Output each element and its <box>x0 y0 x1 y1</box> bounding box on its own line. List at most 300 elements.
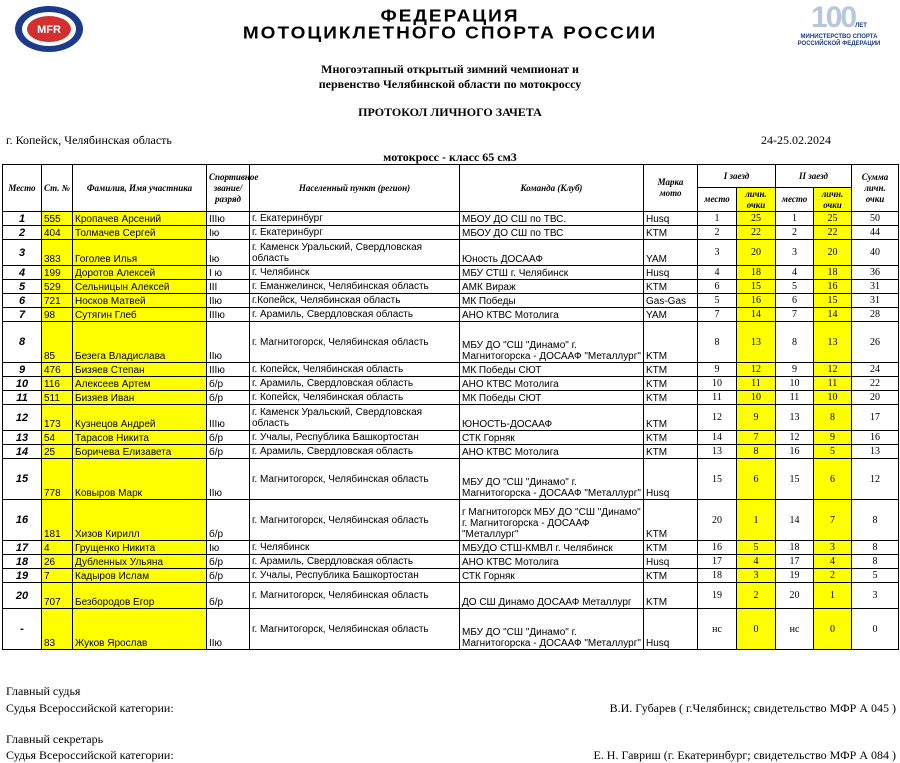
cell-no: 116 <box>42 377 73 391</box>
cell-p1: 11 <box>698 391 737 405</box>
cell-p1: 15 <box>698 459 737 500</box>
cell-p1: 10 <box>698 377 737 391</box>
cell-sum: 31 <box>852 280 899 294</box>
cell-place: 9 <box>3 363 42 377</box>
cell-s2: 7 <box>814 500 852 541</box>
col-team: Команда (Клуб) <box>460 165 644 212</box>
cell-s2: 14 <box>814 308 852 322</box>
cell-p2: 13 <box>776 405 814 431</box>
cell-sum: 3 <box>852 583 899 609</box>
cell-rank: б/р <box>207 569 250 583</box>
cell-sum: 8 <box>852 541 899 555</box>
cell-city: г. Копейск, Челябинская область <box>250 363 460 377</box>
cell-p2: 2 <box>776 226 814 240</box>
cell-team: АНО КТВС Мотолига <box>460 377 644 391</box>
cell-sum: 22 <box>852 377 899 391</box>
cell-place: 19 <box>3 569 42 583</box>
cell-name: Кузнецов Андрей <box>73 405 207 431</box>
cell-moto: KTM <box>644 405 698 431</box>
cell-city: г. Каменск Уральский, Свердловская область <box>250 405 460 431</box>
table-row <box>3 280 899 294</box>
cell-s1: 7 <box>737 431 776 445</box>
cell-moto: KTM <box>644 431 698 445</box>
cell-sum: 16 <box>852 431 899 445</box>
cell-s1: 4 <box>737 555 776 569</box>
cell-p2: 15 <box>776 459 814 500</box>
cell-team: ЮНОСТЬ-ДОСААФ <box>460 405 644 431</box>
cell-moto: Husq <box>644 555 698 569</box>
cell-place: 16 <box>3 500 42 541</box>
cell-p2: 7 <box>776 308 814 322</box>
cell-p2: 14 <box>776 500 814 541</box>
cell-moto: YAM <box>644 308 698 322</box>
class-title: мотокросс - класс 65 см3 <box>383 150 517 164</box>
cell-team: МБУ ДО "СШ "Динамо" г. Магнитогорска - ДОСААФ "Металлург" <box>460 459 644 500</box>
cell-p1: 17 <box>698 555 737 569</box>
col-place: Место <box>3 165 42 212</box>
cell-s1: 1 <box>737 500 776 541</box>
cell-moto: Husq <box>644 609 698 650</box>
cell-s1: 18 <box>737 266 776 280</box>
cell-moto: KTM <box>644 322 698 363</box>
cell-moto: KTM <box>644 500 698 541</box>
cell-sum: 44 <box>852 226 899 240</box>
cell-sum: 8 <box>852 555 899 569</box>
table-row <box>3 583 899 609</box>
cell-sum: 50 <box>852 212 899 226</box>
cell-name: Безега Владислава <box>73 322 207 363</box>
cell-no: 98 <box>42 308 73 322</box>
cell-no: 383 <box>42 240 73 266</box>
cell-name: Сутягин Глеб <box>73 308 207 322</box>
cell-s1: 8 <box>737 445 776 459</box>
table-row <box>3 500 899 541</box>
cell-rank: б/р <box>207 431 250 445</box>
cell-no: 4 <box>42 541 73 555</box>
cell-name: Кропачев Арсений <box>73 212 207 226</box>
cell-name: Алексеев Артем <box>73 377 207 391</box>
cell-sum: 12 <box>852 459 899 500</box>
cell-city: г. Екатеринбург <box>250 226 460 240</box>
cell-moto: Husq <box>644 459 698 500</box>
federation-subtitle: МОТОЦИКЛЕТНОГО СПОРТА РОССИИ <box>242 24 658 43</box>
cell-s1: 15 <box>737 280 776 294</box>
cell-place: 14 <box>3 445 42 459</box>
cell-name: Тарасов Никита <box>73 431 207 445</box>
cell-s2: 6 <box>814 459 852 500</box>
cell-no: 707 <box>42 583 73 609</box>
cell-p1: 9 <box>698 363 737 377</box>
cell-s2: 18 <box>814 266 852 280</box>
cell-p2: 10 <box>776 377 814 391</box>
cell-p2: 1 <box>776 212 814 226</box>
cell-p1: 8 <box>698 322 737 363</box>
cell-place: 7 <box>3 308 42 322</box>
table-row <box>3 555 899 569</box>
cell-city: г. Магнитогорск, Челябинская область <box>250 609 460 650</box>
cell-city: г. Арамиль, Свердловская область <box>250 445 460 459</box>
col-race2-points: личн. очки <box>814 188 852 212</box>
cell-name: Сельницын Алексей <box>73 280 207 294</box>
svg-text:MFR: MFR <box>37 24 61 36</box>
cell-p1: 7 <box>698 308 737 322</box>
cell-no: 555 <box>42 212 73 226</box>
cell-name: Носков Матвей <box>73 294 207 308</box>
cell-p2: 18 <box>776 541 814 555</box>
table-row <box>3 569 899 583</box>
table-row <box>3 609 899 650</box>
cell-p2: 9 <box>776 363 814 377</box>
cell-p1: 5 <box>698 294 737 308</box>
table-row <box>3 226 899 240</box>
cell-name: Бизяев Иван <box>73 391 207 405</box>
cell-p1: 14 <box>698 431 737 445</box>
table-row <box>3 405 899 431</box>
cell-rank: IIю <box>207 609 250 650</box>
cell-name: Хизов Кирилл <box>73 500 207 541</box>
cell-s2: 20 <box>814 240 852 266</box>
cell-s1: 2 <box>737 583 776 609</box>
cell-s2: 1 <box>814 583 852 609</box>
cell-s2: 11 <box>814 377 852 391</box>
cell-moto: KTM <box>644 226 698 240</box>
cell-team: МБОУ ДО СШ по ТВС <box>460 226 644 240</box>
cell-team: г Магнитогорск МБУ ДО "СШ "Динамо" г. Магнитогорска - ДОСААФ "Металлург" <box>460 500 644 541</box>
cell-city: г. Учалы, Республика Башкортостан <box>250 569 460 583</box>
cell-p1: 18 <box>698 569 737 583</box>
cell-no: 721 <box>42 294 73 308</box>
cell-rank: Iю <box>207 240 250 266</box>
cell-s2: 5 <box>814 445 852 459</box>
cell-moto: KTM <box>644 377 698 391</box>
cell-p1: 2 <box>698 226 737 240</box>
cell-rank: IIю <box>207 294 250 308</box>
cell-city: г. Арамиль, Свердловская область <box>250 377 460 391</box>
cell-rank: б/р <box>207 583 250 609</box>
cell-sum: 17 <box>852 405 899 431</box>
cell-name: Бизяев Степан <box>73 363 207 377</box>
event-date: 24-25.02.2024 <box>761 133 831 147</box>
cell-no: 83 <box>42 609 73 650</box>
cell-name: Безбородов Егор <box>73 583 207 609</box>
cell-name: Доротов Алексей <box>73 266 207 280</box>
cell-city: г. Копейск, Челябинская область <box>250 391 460 405</box>
cell-place: 15 <box>3 459 42 500</box>
cell-rank: IIю <box>207 322 250 363</box>
cell-rank: б/р <box>207 391 250 405</box>
cell-team: АНО КТВС Мотолига <box>460 308 644 322</box>
cell-s1: 11 <box>737 377 776 391</box>
col-name: Фамилия, Имя участника <box>73 165 207 212</box>
table-row <box>3 266 899 280</box>
table-row <box>3 431 899 445</box>
cell-p1: 19 <box>698 583 737 609</box>
cell-s2: 12 <box>814 363 852 377</box>
table-row <box>3 212 899 226</box>
cell-team: СТК Горняк <box>460 431 644 445</box>
cell-no: 778 <box>42 459 73 500</box>
event-location: г. Копейск, Челябинская область <box>6 133 172 147</box>
cell-team: АНО КТВС Мотолига <box>460 555 644 569</box>
cell-place: 18 <box>3 555 42 569</box>
federation-title: ФЕДЕРАЦИЯ <box>380 7 520 26</box>
cell-rank: IIIю <box>207 363 250 377</box>
cell-name: Боричева Елизавета <box>73 445 207 459</box>
cell-name: Гоголев Илья <box>73 240 207 266</box>
judge-title: Главный судья <box>6 684 81 698</box>
cell-no: 404 <box>42 226 73 240</box>
secretary-title: Главный секретарь <box>6 732 104 746</box>
table-row <box>3 363 899 377</box>
col-start-no: Ст. № <box>42 165 73 212</box>
ministry-logo: 100ЛЕТ МИНИСТЕРСТВО СПОРТА РОССИЙСКОЙ ФЕДЕРАЦИИ <box>797 1 881 47</box>
table-row <box>3 308 899 322</box>
cell-place: 5 <box>3 280 42 294</box>
cell-place: 1 <box>3 212 42 226</box>
cell-p1: 6 <box>698 280 737 294</box>
cell-place: 8 <box>3 322 42 363</box>
cell-sum: 5 <box>852 569 899 583</box>
cell-s2: 3 <box>814 541 852 555</box>
cell-p2: 4 <box>776 266 814 280</box>
table-row <box>3 377 899 391</box>
cell-s1: 10 <box>737 391 776 405</box>
cell-team: ДО СШ Динамо ДОСААФ Металлург <box>460 583 644 609</box>
cell-rank: б/р <box>207 377 250 391</box>
cell-place: - <box>3 609 42 650</box>
table-row <box>3 391 899 405</box>
cell-team: МБУДО СТШ-КМВЛ г. Челябинск <box>460 541 644 555</box>
cell-no: 25 <box>42 445 73 459</box>
cell-sum: 28 <box>852 308 899 322</box>
cell-s1: 25 <box>737 212 776 226</box>
cell-name: Грущенко Никита <box>73 541 207 555</box>
table-row <box>3 240 899 266</box>
cell-city: г. Екатеринбург <box>250 212 460 226</box>
cell-name: Кадыров Ислам <box>73 569 207 583</box>
cell-s2: 16 <box>814 280 852 294</box>
cell-name: Толмачев Сергей <box>73 226 207 240</box>
cell-city: г. Магнитогорск, Челябинская область <box>250 583 460 609</box>
cell-p1: 12 <box>698 405 737 431</box>
cell-team: МБУ СТШ г. Челябинск <box>460 266 644 280</box>
cell-rank: IIIю <box>207 212 250 226</box>
cell-place: 2 <box>3 226 42 240</box>
cell-place: 6 <box>3 294 42 308</box>
cell-s1: 22 <box>737 226 776 240</box>
cell-s2: 10 <box>814 391 852 405</box>
cell-rank: IIIю <box>207 308 250 322</box>
cell-moto: Gas-Gas <box>644 294 698 308</box>
cell-name: Жуков Ярослав <box>73 609 207 650</box>
cell-s2: 8 <box>814 405 852 431</box>
col-rank: Спортивное звание/разряд <box>207 165 250 212</box>
cell-team: МБУ ДО "СШ "Динамо" г. Магнитогорска - ДОСААФ "Металлург" <box>460 609 644 650</box>
cell-team: АМК Вираж <box>460 280 644 294</box>
col-race1-points: личн. очки <box>737 188 776 212</box>
cell-moto: KTM <box>644 445 698 459</box>
cell-p2: 5 <box>776 280 814 294</box>
cell-name: Дубленных Ульяна <box>73 555 207 569</box>
cell-city: г. Арамиль, Свердловская область <box>250 555 460 569</box>
cell-place: 4 <box>3 266 42 280</box>
cell-moto: Husq <box>644 266 698 280</box>
cell-no: 199 <box>42 266 73 280</box>
protocol-title: ПРОТОКОЛ ЛИЧНОГО ЗАЧЕТА <box>358 105 542 119</box>
cell-team: Юность ДОСААФ <box>460 240 644 266</box>
cell-p2: 20 <box>776 583 814 609</box>
table-row <box>3 459 899 500</box>
cell-team: МБОУ ДО СШ по ТВС. <box>460 212 644 226</box>
cell-moto: KTM <box>644 363 698 377</box>
cell-moto: KTM <box>644 280 698 294</box>
cell-moto: KTM <box>644 541 698 555</box>
cell-p1: 20 <box>698 500 737 541</box>
championship-line2: первенство Челябинской области по мотокроссу <box>318 77 582 91</box>
cell-p2: нс <box>776 609 814 650</box>
cell-rank: б/р <box>207 555 250 569</box>
cell-p1: 16 <box>698 541 737 555</box>
cell-s2: 9 <box>814 431 852 445</box>
secretary-name: Е. Н. Гавриш (г. Екатеринбург; свидетельство МФР А 084 ) <box>593 748 896 762</box>
cell-place: 20 <box>3 583 42 609</box>
cell-moto: YAM <box>644 240 698 266</box>
col-race2-place: место <box>776 188 814 212</box>
cell-s2: 13 <box>814 322 852 363</box>
cell-sum: 24 <box>852 363 899 377</box>
table-row <box>3 322 899 363</box>
cell-s1: 9 <box>737 405 776 431</box>
cell-team: МК Победы СЮТ <box>460 391 644 405</box>
table-row <box>3 294 899 308</box>
cell-moto: KTM <box>644 583 698 609</box>
cell-p1: нс <box>698 609 737 650</box>
cell-rank: б/р <box>207 445 250 459</box>
cell-no: 7 <box>42 569 73 583</box>
cell-s1: 5 <box>737 541 776 555</box>
cell-no: 181 <box>42 500 73 541</box>
cell-p2: 16 <box>776 445 814 459</box>
cell-sum: 20 <box>852 391 899 405</box>
championship-line1: Многоэтапный открытый зимний чемпионат и <box>321 62 579 76</box>
cell-p2: 19 <box>776 569 814 583</box>
cell-s1: 20 <box>737 240 776 266</box>
cell-p1: 13 <box>698 445 737 459</box>
col-moto: Марка мото <box>644 165 698 212</box>
cell-city: г. Магнитогорск, Челябинская область <box>250 322 460 363</box>
judge-category: Судья Всероссийской категории: <box>6 701 174 715</box>
cell-sum: 36 <box>852 266 899 280</box>
cell-s1: 14 <box>737 308 776 322</box>
cell-s1: 3 <box>737 569 776 583</box>
cell-team: МК Победы СЮТ <box>460 363 644 377</box>
col-sum: Сумма личн. очки <box>852 165 899 212</box>
cell-team: СТК Горняк <box>460 569 644 583</box>
cell-rank: I ю <box>207 266 250 280</box>
cell-s1: 16 <box>737 294 776 308</box>
cell-no: 476 <box>42 363 73 377</box>
col-city: Населенный пункт (регион) <box>250 165 460 212</box>
table-row <box>3 445 899 459</box>
cell-sum: 8 <box>852 500 899 541</box>
cell-name: Ковыров Марк <box>73 459 207 500</box>
cell-p1: 4 <box>698 266 737 280</box>
cell-s2: 25 <box>814 212 852 226</box>
cell-place: 10 <box>3 377 42 391</box>
cell-p2: 12 <box>776 431 814 445</box>
cell-rank: б/р <box>207 500 250 541</box>
mfr-logo <box>14 5 84 53</box>
cell-moto: KTM <box>644 391 698 405</box>
cell-city: г.Копейск, Челябинская область <box>250 294 460 308</box>
cell-sum: 40 <box>852 240 899 266</box>
cell-p1: 3 <box>698 240 737 266</box>
cell-p2: 8 <box>776 322 814 363</box>
col-race1: I заезд <box>698 165 776 188</box>
cell-moto: KTM <box>644 569 698 583</box>
cell-place: 11 <box>3 391 42 405</box>
cell-city: г. Магнитогорск, Челябинская область <box>250 500 460 541</box>
cell-city: г. Магнитогорск, Челябинская область <box>250 459 460 500</box>
results-table <box>2 164 899 650</box>
cell-s1: 12 <box>737 363 776 377</box>
cell-rank: III <box>207 280 250 294</box>
cell-p2: 11 <box>776 391 814 405</box>
cell-team: АНО КТВС Мотолига <box>460 445 644 459</box>
cell-s2: 2 <box>814 569 852 583</box>
cell-p2: 17 <box>776 555 814 569</box>
cell-no: 85 <box>42 322 73 363</box>
cell-no: 529 <box>42 280 73 294</box>
cell-p2: 6 <box>776 294 814 308</box>
cell-no: 173 <box>42 405 73 431</box>
cell-city: г. Каменск Уральский, Свердловская область <box>250 240 460 266</box>
cell-p1: 1 <box>698 212 737 226</box>
cell-sum: 26 <box>852 322 899 363</box>
col-race2: II заезд <box>776 165 852 188</box>
cell-place: 3 <box>3 240 42 266</box>
cell-place: 12 <box>3 405 42 431</box>
cell-team: МК Победы <box>460 294 644 308</box>
cell-sum: 13 <box>852 445 899 459</box>
cell-rank: Iю <box>207 226 250 240</box>
cell-city: г. Челябинск <box>250 541 460 555</box>
cell-s1: 0 <box>737 609 776 650</box>
judge-name: В.И. Губарев ( г.Челябинск; свидетельство МФР А 045 ) <box>609 701 896 715</box>
cell-no: 54 <box>42 431 73 445</box>
table-row <box>3 541 899 555</box>
cell-s1: 6 <box>737 459 776 500</box>
cell-city: г. Челябинск <box>250 266 460 280</box>
cell-city: г. Арамиль, Свердловская область <box>250 308 460 322</box>
cell-rank: IIIю <box>207 405 250 431</box>
cell-s1: 13 <box>737 322 776 363</box>
cell-moto: Husq <box>644 212 698 226</box>
cell-sum: 31 <box>852 294 899 308</box>
cell-s2: 0 <box>814 609 852 650</box>
cell-place: 17 <box>3 541 42 555</box>
secretary-category: Судья Всероссийской категории: <box>6 748 174 762</box>
cell-s2: 15 <box>814 294 852 308</box>
cell-city: г. Еманжелинск, Челябинская область <box>250 280 460 294</box>
cell-p2: 3 <box>776 240 814 266</box>
cell-s2: 22 <box>814 226 852 240</box>
cell-place: 13 <box>3 431 42 445</box>
cell-rank: Iю <box>207 541 250 555</box>
cell-no: 26 <box>42 555 73 569</box>
cell-city: г. Учалы, Республика Башкортостан <box>250 431 460 445</box>
cell-s2: 4 <box>814 555 852 569</box>
